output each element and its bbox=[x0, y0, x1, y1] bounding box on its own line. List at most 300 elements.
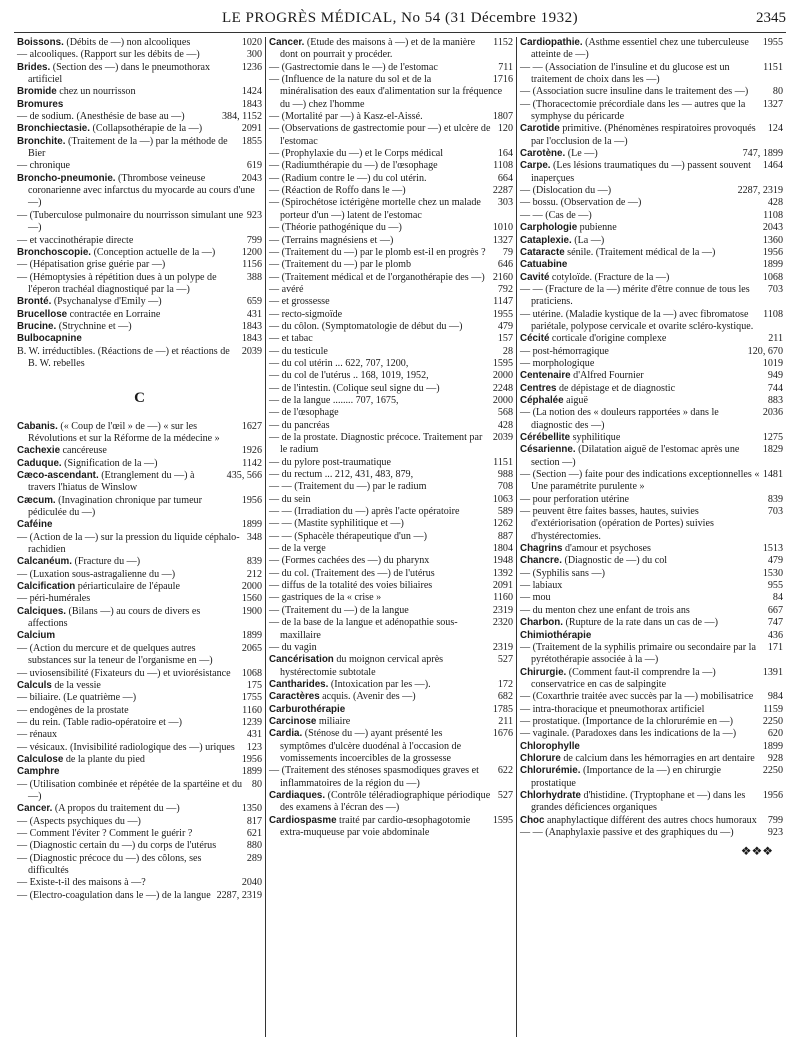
index-entry bbox=[520, 284, 783, 309]
page-reference: 1855 bbox=[239, 136, 262, 148]
index-headword: Camphre bbox=[17, 766, 60, 778]
index-entry-text: de la plante du pied bbox=[63, 753, 145, 765]
index-entry-text: d'histidine. (Tryptophane et —) dans les grandes déficiences organiques bbox=[531, 789, 746, 814]
index-headword: Carphologie bbox=[520, 222, 578, 234]
index-entry bbox=[520, 222, 783, 234]
index-entry-text: (Diagnostic de —) du col bbox=[561, 555, 668, 567]
index-entry bbox=[520, 617, 783, 629]
index-headword: Centenaire bbox=[520, 370, 571, 382]
index-entry-text: (Thrombose veineuse coronarienne avec infarctus du myocarde au cours d'une —) bbox=[28, 172, 255, 209]
index-entry bbox=[17, 668, 262, 680]
page-reference: 1160 bbox=[239, 705, 262, 717]
index-entry-text: — vésicaux. (Invisibilité radiologique des —) uriques bbox=[17, 741, 235, 753]
page-reference: 923 bbox=[765, 827, 783, 839]
index-entry-text: — de la verge bbox=[269, 543, 326, 555]
page-reference: 1899 bbox=[760, 741, 783, 753]
index-entry bbox=[269, 506, 513, 518]
index-entry-text: — prostatique. (Importance de la chlorurémie en —) bbox=[520, 715, 734, 727]
index-entry bbox=[520, 346, 783, 358]
index-entry bbox=[269, 370, 513, 382]
index-entry-text: — péri-humérales bbox=[17, 593, 91, 605]
index-entry-text: — (Théorie pathogénique du —) bbox=[269, 222, 402, 234]
index-entry bbox=[17, 766, 262, 778]
index-entry bbox=[269, 74, 513, 111]
index-entry bbox=[17, 853, 262, 878]
page-reference: 1807 bbox=[490, 111, 513, 123]
index-entry bbox=[17, 458, 262, 470]
index-entry bbox=[269, 346, 513, 358]
page-reference: 1108 bbox=[760, 309, 783, 321]
index-entry bbox=[17, 495, 262, 520]
index-entry-text: — — (Sphacèle thérapeutique d'un —) bbox=[269, 530, 427, 542]
index-entry-text: — du côlon. (Symptomatologie de début du —) bbox=[269, 320, 463, 332]
index-entry-text: corticale d'origine complexe bbox=[549, 333, 667, 345]
index-entry-text: (Comment faut-il comprendre la —) conservatrice en cas de salpingite bbox=[531, 666, 716, 690]
index-headword: Cataracte bbox=[520, 246, 565, 258]
page-reference: 428 bbox=[495, 420, 513, 432]
page-reference: 1151 bbox=[760, 62, 783, 74]
page-reference: 1147 bbox=[490, 296, 513, 308]
page-reference: 568 bbox=[495, 407, 513, 419]
index-entry bbox=[269, 494, 513, 506]
page-reference: 1956 bbox=[239, 495, 262, 507]
index-entry-text: — chronique bbox=[17, 160, 70, 172]
index-entry bbox=[269, 432, 513, 457]
index-entry-text: — Comment l'éviter ? Comment le guérir ? bbox=[17, 827, 193, 839]
index-headword: Caduque. bbox=[17, 457, 62, 469]
index-headword: Calcanéum. bbox=[17, 556, 72, 568]
index-entry bbox=[520, 309, 783, 334]
index-entry bbox=[269, 518, 513, 530]
page-reference: 1236 bbox=[239, 62, 262, 74]
index-headword: Cæco-ascendant. bbox=[17, 470, 99, 481]
index-entry-text: — — (Traitement du —) par le radium bbox=[269, 481, 427, 493]
index-entry bbox=[520, 543, 783, 555]
index-headword: Céphalée bbox=[520, 394, 564, 406]
index-entry-text: — bossu. (Observation de —) bbox=[520, 197, 642, 209]
page-reference: 384, 1152 bbox=[219, 111, 262, 123]
page-reference: 436 bbox=[765, 630, 783, 642]
page-reference: 2319 bbox=[490, 642, 513, 654]
index-entry-text: (La —) bbox=[571, 234, 605, 246]
index-entry-text: — (Coxarthrie traitée avec succès par la —) mobilisatrice bbox=[520, 691, 754, 703]
page-reference: 2000 bbox=[239, 581, 262, 593]
index-entry bbox=[269, 222, 513, 234]
index-headword: Cancer. bbox=[17, 803, 53, 815]
index-entry-text: — du pancréas bbox=[269, 419, 330, 431]
index-entry-text: — gastriques de la « crise » bbox=[269, 592, 382, 604]
index-entry bbox=[269, 185, 513, 197]
page-reference: 211 bbox=[765, 333, 783, 345]
page-reference: 883 bbox=[765, 395, 783, 407]
index-entry bbox=[17, 729, 262, 741]
page-reference: 28 bbox=[500, 346, 513, 358]
index-entry bbox=[17, 111, 262, 123]
index-headword: Cachexie bbox=[17, 445, 61, 457]
page-reference: 2040 bbox=[239, 877, 262, 889]
index-headword: Cantharides. bbox=[269, 678, 329, 690]
index-entry bbox=[17, 840, 262, 852]
page-reference: 120 bbox=[495, 123, 513, 135]
index-entry bbox=[269, 605, 513, 617]
page-reference: 2043 bbox=[239, 173, 262, 185]
page-reference: 2250 bbox=[760, 716, 783, 728]
index-entry bbox=[17, 680, 262, 692]
index-entry bbox=[269, 111, 513, 123]
index-entry bbox=[269, 765, 513, 790]
page-reference: 1843 bbox=[239, 333, 262, 345]
page-reference: 2287, 2319 bbox=[735, 185, 783, 197]
index-entry bbox=[269, 407, 513, 419]
index-entry bbox=[520, 592, 783, 604]
index-entry-text: — du pylore post-traumatique bbox=[269, 456, 391, 468]
index-entry-text: — (Dislocation du —) bbox=[520, 185, 612, 197]
index-entry-text: (Bilans —) au cours de divers es affections bbox=[28, 605, 201, 630]
index-entry bbox=[17, 717, 262, 729]
index-entry-text: — (Prophylaxie du —) et le Corps médical bbox=[269, 148, 444, 160]
page-reference: 928 bbox=[765, 753, 783, 765]
page-reference: 1063 bbox=[490, 494, 513, 506]
index-headword: Chirurgie. bbox=[520, 666, 567, 678]
index-headword: Cérébellite bbox=[520, 432, 571, 443]
page-reference: 2160 bbox=[490, 272, 513, 284]
index-entry-text: (Intoxication par les —). bbox=[328, 678, 431, 690]
page-reference: 1900 bbox=[239, 606, 262, 618]
page-reference: 84 bbox=[770, 592, 783, 604]
page-reference: 1068 bbox=[760, 272, 783, 284]
index-entry bbox=[17, 160, 262, 172]
page-reference: 619 bbox=[244, 160, 262, 172]
page-reference: 1156 bbox=[239, 259, 262, 271]
index-entry bbox=[520, 790, 783, 815]
index-entry-text: de calcium dans les hémorragies en art dentaire bbox=[560, 752, 755, 764]
page-reference: 2065 bbox=[239, 643, 262, 655]
index-columns bbox=[14, 37, 786, 1037]
page-reference: 1956 bbox=[760, 790, 783, 802]
index-entry-text: acquis. (Avenir des —) bbox=[319, 691, 416, 703]
page-reference: 923 bbox=[244, 210, 262, 222]
index-entry bbox=[520, 555, 783, 567]
page-reference: 1424 bbox=[239, 86, 262, 98]
index-entry-text: — (Traitement du —) par le plomb bbox=[269, 259, 412, 271]
page-reference: 1151 bbox=[490, 457, 513, 469]
index-entry bbox=[269, 617, 513, 642]
index-entry-text: (Traitement de la —) par la méthode de Bier bbox=[28, 135, 228, 160]
index-entry bbox=[269, 309, 513, 321]
page-reference: 1108 bbox=[760, 210, 783, 222]
page-reference: 667 bbox=[765, 605, 783, 617]
index-headword: Cardiaques. bbox=[269, 789, 326, 801]
page-reference: 708 bbox=[495, 481, 513, 493]
index-entry bbox=[269, 123, 513, 148]
index-entry bbox=[269, 62, 513, 74]
page-number: 2345 bbox=[756, 10, 786, 26]
index-headword: Chlorhydrate bbox=[520, 789, 581, 801]
page-reference: 172 bbox=[495, 679, 513, 691]
index-entry bbox=[520, 395, 783, 407]
index-entry-text: — endogènes de la prostate bbox=[17, 704, 129, 716]
index-entry bbox=[269, 259, 513, 271]
index-entry bbox=[520, 247, 783, 259]
index-entry-text: — de sodium. (Anesthésie de base au —) bbox=[17, 111, 185, 123]
index-entry bbox=[520, 210, 783, 222]
index-entry bbox=[269, 568, 513, 580]
page-reference: 2091 bbox=[239, 123, 262, 135]
index-headword: Cataplexie. bbox=[520, 234, 572, 246]
section-letter: C bbox=[134, 390, 145, 407]
index-headword: Cardiopathie. bbox=[520, 37, 583, 48]
index-headword: Cancérisation bbox=[269, 654, 334, 666]
index-entry-text: (Sténose du —) ayant présenté les symptômes d'ulcère duodénal à l'occasion de vomissements incoercibles de la grossesse bbox=[280, 728, 462, 764]
index-headword: Bronchite. bbox=[17, 135, 66, 147]
index-entry bbox=[17, 445, 262, 457]
index-entry-text: (Section des —) dans le pneumothorax artificiel bbox=[28, 61, 210, 86]
page-reference: 1899 bbox=[239, 630, 262, 642]
page-reference: 1956 bbox=[239, 754, 262, 766]
journal-title: LE PROGRÈS MÉDICAL, No 54 (31 Décembre 1932) bbox=[221, 10, 579, 26]
index-entry-text: — pour perforation utérine bbox=[520, 493, 630, 505]
page-reference: 79 bbox=[500, 247, 513, 259]
page-reference: 80 bbox=[249, 779, 262, 791]
index-entry bbox=[520, 86, 783, 98]
index-entry-text: — (Hépatisation grise guérie par —) bbox=[17, 259, 166, 271]
index-headword: Carburothérapie bbox=[269, 703, 346, 715]
index-entry bbox=[520, 235, 783, 247]
index-headword: Chagrins bbox=[520, 543, 563, 555]
index-entry-text: — de l'intestin. (Colique seul signe du —) bbox=[269, 382, 440, 394]
index-headword: Césarienne. bbox=[520, 444, 576, 456]
index-entry bbox=[17, 272, 262, 297]
page-reference: 303 bbox=[495, 197, 513, 209]
index-entry bbox=[520, 753, 783, 765]
page-reference: 2000 bbox=[490, 370, 513, 382]
index-entry-text: — du vagin bbox=[269, 641, 317, 653]
index-entry-text: — de la base de la langue et adénopathie sous-maxillaire bbox=[269, 617, 458, 641]
index-entry-text: — peuvent être faites basses, hautes, suivies d'extériorisation (opération de Portes) suivies d'hystérectomies. bbox=[520, 506, 714, 542]
page-reference: 1948 bbox=[490, 555, 513, 567]
index-headword: Chlorure bbox=[520, 752, 561, 764]
page-reference: 799 bbox=[244, 235, 262, 247]
index-entry-text: d'amour et psychoses bbox=[562, 543, 651, 555]
page-reference: 703 bbox=[765, 506, 783, 518]
page-reference: 2039 bbox=[490, 432, 513, 444]
page-reference: 1829 bbox=[760, 444, 783, 456]
page-reference: 2043 bbox=[760, 222, 783, 234]
index-entry bbox=[520, 728, 783, 740]
index-entry bbox=[269, 679, 513, 691]
index-entry bbox=[269, 790, 513, 815]
index-entry bbox=[269, 592, 513, 604]
page-reference: 1926 bbox=[239, 445, 262, 457]
index-entry bbox=[520, 568, 783, 580]
header-rule bbox=[14, 32, 786, 33]
index-entry-text: syphilitique bbox=[570, 432, 621, 443]
index-headword: Bronchoscopie. bbox=[17, 246, 92, 258]
index-entry bbox=[17, 470, 262, 495]
index-headword: Chlorophylle bbox=[520, 740, 580, 752]
index-entry bbox=[269, 395, 513, 407]
index-entry-text: d'Alfred Fournier bbox=[570, 370, 644, 382]
page-reference: 1956 bbox=[760, 247, 783, 259]
index-entry-text: — (Thoracectomie précordiale dans les — autres que la symphyse du péricarde bbox=[520, 98, 746, 123]
page-reference: 646 bbox=[495, 259, 513, 271]
page-reference: 1200 bbox=[239, 247, 262, 259]
index-entry bbox=[520, 506, 783, 543]
index-entry-text: cancéreuse bbox=[60, 445, 107, 457]
index-entry bbox=[17, 333, 262, 345]
index-entry bbox=[520, 580, 783, 592]
index-headword: Cardia. bbox=[269, 728, 303, 740]
index-entry-text: — — (Irradiation du —) après l'acte opératoire bbox=[269, 506, 460, 518]
index-entry-text: — et tabac bbox=[269, 333, 313, 345]
page-reference: 1955 bbox=[760, 37, 783, 49]
index-entry-text: — du testicule bbox=[269, 345, 328, 357]
index-entry bbox=[269, 469, 513, 481]
index-entry-text: — rénaux bbox=[17, 729, 58, 741]
index-entry-text: (A propos du traitement du —) bbox=[52, 803, 180, 815]
index-headword: Brucine. bbox=[17, 320, 57, 332]
index-headword: Calcification bbox=[17, 581, 76, 593]
index-entry bbox=[17, 210, 262, 235]
index-entry-text: — mou bbox=[520, 592, 551, 604]
page-reference: 744 bbox=[765, 383, 783, 395]
index-entry bbox=[17, 779, 262, 804]
index-entry bbox=[17, 49, 262, 61]
index-entry bbox=[17, 754, 262, 766]
index-entry bbox=[269, 654, 513, 679]
page-reference: 435, 566 bbox=[224, 470, 262, 482]
page-reference: 1955 bbox=[490, 309, 513, 321]
index-entry-text: (Etude des maisons à —) et de la manière dont on pourrait y procéder. bbox=[280, 37, 476, 61]
page-reference: 1595 bbox=[490, 815, 513, 827]
page-reference: 300 bbox=[244, 49, 262, 61]
page-reference: 479 bbox=[495, 321, 513, 333]
page-reference: 2319 bbox=[490, 605, 513, 617]
index-entry-text: — (Influence de la nature du sol et de la minéralisation des eaux d'alimentation sur la fréquence du —) chez l'homme bbox=[269, 74, 503, 110]
index-entry bbox=[17, 705, 262, 717]
page-reference: 80 bbox=[770, 86, 783, 98]
index-headword: Cancer. bbox=[269, 37, 305, 48]
index-entry-text: (Invagination chronique par tumeur pédiculée du —) bbox=[28, 494, 202, 519]
index-headword: Carcinose bbox=[269, 715, 317, 727]
page-reference: 348 bbox=[244, 532, 262, 544]
index-entry bbox=[17, 247, 262, 259]
index-entry bbox=[520, 37, 783, 62]
index-entry bbox=[520, 272, 783, 284]
index-headword: Catuabine bbox=[520, 259, 568, 271]
index-entry bbox=[17, 742, 262, 754]
index-entry bbox=[17, 692, 262, 704]
index-entry bbox=[520, 444, 783, 469]
index-entry-text: miliaire bbox=[316, 715, 351, 727]
index-entry-text: du moignon cervical après hystérectomie subtotale bbox=[280, 654, 444, 678]
index-headword: Cardiospasme bbox=[269, 814, 337, 826]
page-reference: 1275 bbox=[760, 432, 783, 444]
index-headword: Chimiothérapie bbox=[520, 629, 592, 641]
index-column-middle bbox=[266, 37, 517, 1037]
index-headword: Caractères bbox=[269, 691, 320, 703]
index-headword: Calcium bbox=[17, 630, 56, 642]
page-reference: 1108 bbox=[490, 160, 513, 172]
index-headword: Bulbocapnine bbox=[17, 333, 82, 345]
index-entry bbox=[520, 370, 783, 382]
index-entry bbox=[520, 99, 783, 124]
page-reference: 164 bbox=[495, 148, 513, 160]
index-entry-text: (Débits de —) non alcooliques bbox=[63, 37, 191, 48]
index-entry-text: — (Spirochétose ictérigène mortelle chez un malade porteur d'un —) latent de l'estomac bbox=[269, 197, 481, 221]
index-headword: Bronté. bbox=[17, 296, 52, 308]
page-reference: 2000 bbox=[490, 395, 513, 407]
index-headword: Choc bbox=[520, 814, 545, 826]
end-ornament: ❖❖❖ bbox=[740, 844, 773, 859]
page-reference: 984 bbox=[765, 691, 783, 703]
index-entry-text: (Psychanalyse d'Emily —) bbox=[51, 296, 162, 308]
index-headword: Chancre. bbox=[520, 555, 562, 567]
page-reference: 1843 bbox=[239, 321, 262, 333]
index-entry-text: — vaginale. (Paradoxes dans les indications de la —) bbox=[520, 728, 737, 740]
index-entry-text: de dépistage et de diagnostic bbox=[556, 382, 676, 394]
page-reference: 1262 bbox=[490, 518, 513, 530]
index-entry-text: — (Radium contre le —) du col utérin. bbox=[269, 172, 427, 184]
index-entry-text: — et vaccinothérapie directe bbox=[17, 234, 134, 246]
index-entry bbox=[269, 235, 513, 247]
index-entry-text: (Rupture de la rate dans un cas de —) bbox=[563, 617, 718, 629]
page-reference: 988 bbox=[495, 469, 513, 481]
index-headword: Calciques. bbox=[17, 605, 67, 617]
index-headword: Cæcum. bbox=[17, 494, 56, 506]
index-entry bbox=[17, 346, 262, 371]
index-entry bbox=[17, 581, 262, 593]
index-entry-text: — du sein bbox=[269, 493, 311, 505]
index-entry bbox=[17, 630, 262, 642]
index-entry bbox=[17, 890, 262, 902]
index-entry bbox=[269, 642, 513, 654]
index-entry bbox=[520, 741, 783, 753]
page-reference: 124 bbox=[765, 123, 783, 135]
page-reference: 1676 bbox=[490, 728, 513, 740]
page-reference: 2250 bbox=[760, 765, 783, 777]
index-entry bbox=[17, 173, 262, 210]
index-headword: Charbon. bbox=[520, 617, 563, 629]
page-reference: 1142 bbox=[239, 458, 262, 470]
index-headword: Bromide bbox=[17, 86, 57, 98]
page-reference: 817 bbox=[244, 816, 262, 828]
page-reference: 589 bbox=[495, 506, 513, 518]
index-entry-text: pubienne bbox=[577, 222, 617, 234]
index-entry bbox=[17, 643, 262, 668]
index-entry-text: (Le —) bbox=[565, 148, 598, 160]
index-entry-text: — utérine. (Maladie kystique de la —) avec fibromatose pariétale, polypose cervicale et ovarite scléro-kystique. bbox=[520, 308, 754, 332]
index-entry bbox=[520, 123, 783, 148]
page-reference: 1716 bbox=[490, 74, 513, 86]
page-reference: 682 bbox=[495, 691, 513, 703]
page-reference: 211 bbox=[495, 716, 513, 728]
index-headword: Cabanis. bbox=[17, 420, 58, 432]
page-reference: 1159 bbox=[760, 704, 783, 716]
page-reference: 1391 bbox=[760, 667, 783, 679]
index-entry bbox=[17, 556, 262, 568]
index-headword: Bromures bbox=[17, 98, 64, 110]
page-reference: 2320 bbox=[490, 617, 513, 629]
page-reference: 1360 bbox=[760, 235, 783, 247]
index-entry bbox=[520, 259, 783, 271]
index-entry-text: — — (Cas de —) bbox=[520, 209, 592, 221]
page-reference: 120, 670 bbox=[745, 346, 783, 358]
page-reference: 880 bbox=[244, 840, 262, 852]
index-entry bbox=[520, 765, 783, 790]
index-entry-text: (Fracture du —) bbox=[72, 556, 141, 568]
index-column-left bbox=[14, 37, 266, 1037]
